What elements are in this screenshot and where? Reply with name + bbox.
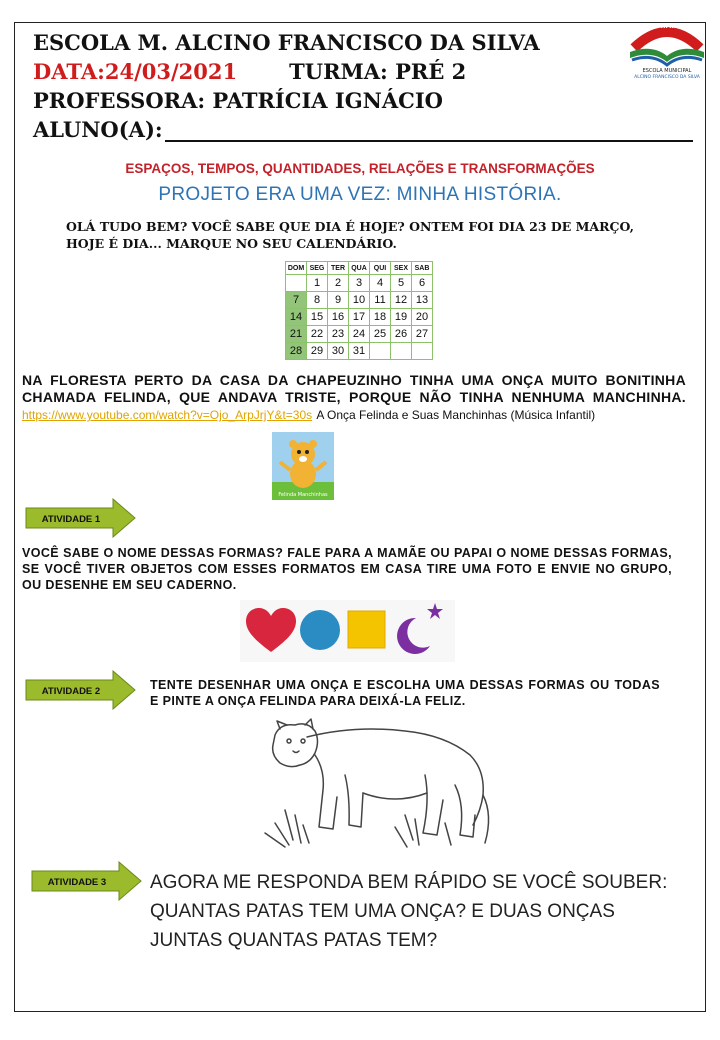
calendar-week xyxy=(286,292,433,309)
story-paragraph xyxy=(22,372,686,424)
calendar-date[interactable]: 3 xyxy=(349,275,370,292)
calendar-date[interactable] xyxy=(391,343,412,360)
school-name: ESCOLA M. ALCINO FRANCISCO DA SILVA xyxy=(33,30,540,55)
calendar-date[interactable]: 27 xyxy=(412,326,433,343)
calendar-date[interactable]: 10 xyxy=(349,292,370,309)
calendar-date[interactable]: 5 xyxy=(391,275,412,292)
calendar-date[interactable]: 9 xyxy=(328,292,349,309)
calendar-week xyxy=(286,309,433,326)
activity-3-arrow xyxy=(25,861,143,901)
calendar-date[interactable]: 18 xyxy=(370,309,391,326)
student-name-blank xyxy=(165,120,693,142)
school-logo xyxy=(622,8,712,80)
activity-1-label: ATIVIDADE 1 xyxy=(41,514,101,525)
calendar-header-row xyxy=(286,262,433,275)
calendar-date[interactable]: 20 xyxy=(412,309,433,326)
calendar-date[interactable]: 15 xyxy=(307,309,328,326)
calendar-day: DOM xyxy=(286,262,307,275)
activity-1-text: VOCÊ SABE O NOME DESSAS FORMAS? FALE PARA A MAMÃE OU PAPAI O NOME DESSAS FORMAS, SE VOCÊ TIVER OBJETOS COM ESSES FORMATOS EM CASA TIRE UMA FOTO E ENVIE NO GRUPO, OU DESENHE EM SEU CADERNO. xyxy=(22,546,672,592)
date: DATA:24/03/2021 xyxy=(33,59,238,84)
intro-text: OLÁ TUDO BEM? VOCÊ SABE QUE DIA É HOJE? ONTEM FOI DIA 23 DE MARÇO, HOJE É DIA... MARQUE NO SEU CALENDÁRIO. xyxy=(66,219,634,251)
calendar-date[interactable]: 30 xyxy=(328,343,349,360)
logo-letters: E.M.A.F.S xyxy=(648,22,686,30)
calendar-day: QUI xyxy=(370,262,391,275)
calendar-date[interactable]: 22 xyxy=(307,326,328,343)
calendar-date[interactable]: 17 xyxy=(349,309,370,326)
logo-line1: ESCOLA MUNICIPAL xyxy=(642,68,692,74)
calendar-date[interactable] xyxy=(412,343,433,360)
calendar-date[interactable]: 14 xyxy=(286,309,307,326)
activity-1-arrow xyxy=(25,498,137,538)
calendar-date[interactable]: 2 xyxy=(328,275,349,292)
calendar-date[interactable]: 19 xyxy=(391,309,412,326)
circle-icon xyxy=(300,610,340,650)
teacher: PROFESSORA: PATRÍCIA IGNÁCIO xyxy=(33,88,443,113)
calendar-date[interactable]: 6 xyxy=(412,275,433,292)
video-title: A Onça Felinda e Suas Manchinhas (Música Infantil) xyxy=(316,408,596,422)
calendar-date[interactable]: 13 xyxy=(412,292,433,309)
thumbnail-caption: Felinda Manchinhas xyxy=(278,492,328,498)
calendar-date[interactable]: 23 xyxy=(328,326,349,343)
class: TURMA: PRÉ 2 xyxy=(289,59,467,84)
logo-line2: ALCINO FRANCISCO DA SILVA xyxy=(634,75,700,80)
video-link[interactable]: https://www.youtube.com/watch?v=Ojo_ArpJrjY&t=30s xyxy=(22,408,313,422)
calendar-date[interactable]: 7 xyxy=(286,292,307,309)
student-line xyxy=(33,117,693,142)
calendar-date[interactable]: 28 xyxy=(286,343,307,360)
calendar-date[interactable]: 25 xyxy=(370,326,391,343)
jaguar-drawing xyxy=(245,715,495,850)
calendar-date[interactable]: 21 xyxy=(286,326,307,343)
calendar-day: QUA xyxy=(349,262,370,275)
calendar-date[interactable]: 8 xyxy=(307,292,328,309)
calendar-week xyxy=(286,275,433,292)
calendar-date[interactable]: 1 xyxy=(307,275,328,292)
calendar-date[interactable]: 12 xyxy=(391,292,412,309)
activity-3-text: AGORA ME RESPONDA BEM RÁPIDO SE VOCÊ SOUBER: QUANTAS PATAS TEM UMA ONÇA? E DUAS ONÇAS JUNTAS QUANTAS PATAS TEM? xyxy=(150,872,668,951)
calendar-date[interactable] xyxy=(370,343,391,360)
activity-2-label: ATIVIDADE 2 xyxy=(41,686,101,697)
student-label: ALUNO(A): xyxy=(33,117,163,142)
activity-2-text: TENTE DESENHAR UMA ONÇA E ESCOLHA UMA DESSAS FORMAS OU TODAS E PINTE A ONÇA FELINDA PARA DEIXÁ-LA FELIZ. xyxy=(150,678,660,708)
calendar-date[interactable]: 24 xyxy=(349,326,370,343)
shapes-illustration xyxy=(240,600,455,662)
calendar-date[interactable] xyxy=(286,275,307,292)
subtitle: ESPAÇOS, TEMPOS, QUANTIDADES, RELAÇÕES E TRANSFORMAÇÕES xyxy=(125,161,595,176)
calendar xyxy=(285,261,433,360)
calendar-date[interactable]: 26 xyxy=(391,326,412,343)
project-title: PROJETO ERA UMA VEZ: MINHA HISTÓRIA. xyxy=(158,184,562,205)
square-icon xyxy=(348,611,385,648)
calendar-date[interactable]: 11 xyxy=(370,292,391,309)
calendar-day: SAB xyxy=(412,262,433,275)
activity-3-label: ATIVIDADE 3 xyxy=(47,877,107,888)
date-line xyxy=(33,59,466,84)
calendar-day: TER xyxy=(328,262,349,275)
story-text: NA FLORESTA PERTO DA CASA DA CHAPEUZINHO TINHA UMA ONÇA MUITO BONITINHA CHAMADA FELINDA, QUE ANDAVA TRISTE, PORQUE NÃO TINHA NENHUMA MANCHINHA. xyxy=(22,372,686,405)
calendar-date[interactable]: 29 xyxy=(307,343,328,360)
video-thumbnail[interactable] xyxy=(272,432,334,500)
calendar-date[interactable]: 4 xyxy=(370,275,391,292)
calendar-date[interactable]: 31 xyxy=(349,343,370,360)
calendar-date[interactable]: 16 xyxy=(328,309,349,326)
calendar-week xyxy=(286,326,433,343)
calendar-day: SEX xyxy=(391,262,412,275)
activity-2-arrow xyxy=(25,670,137,710)
calendar-day: SEG xyxy=(307,262,328,275)
calendar-week xyxy=(286,343,433,360)
